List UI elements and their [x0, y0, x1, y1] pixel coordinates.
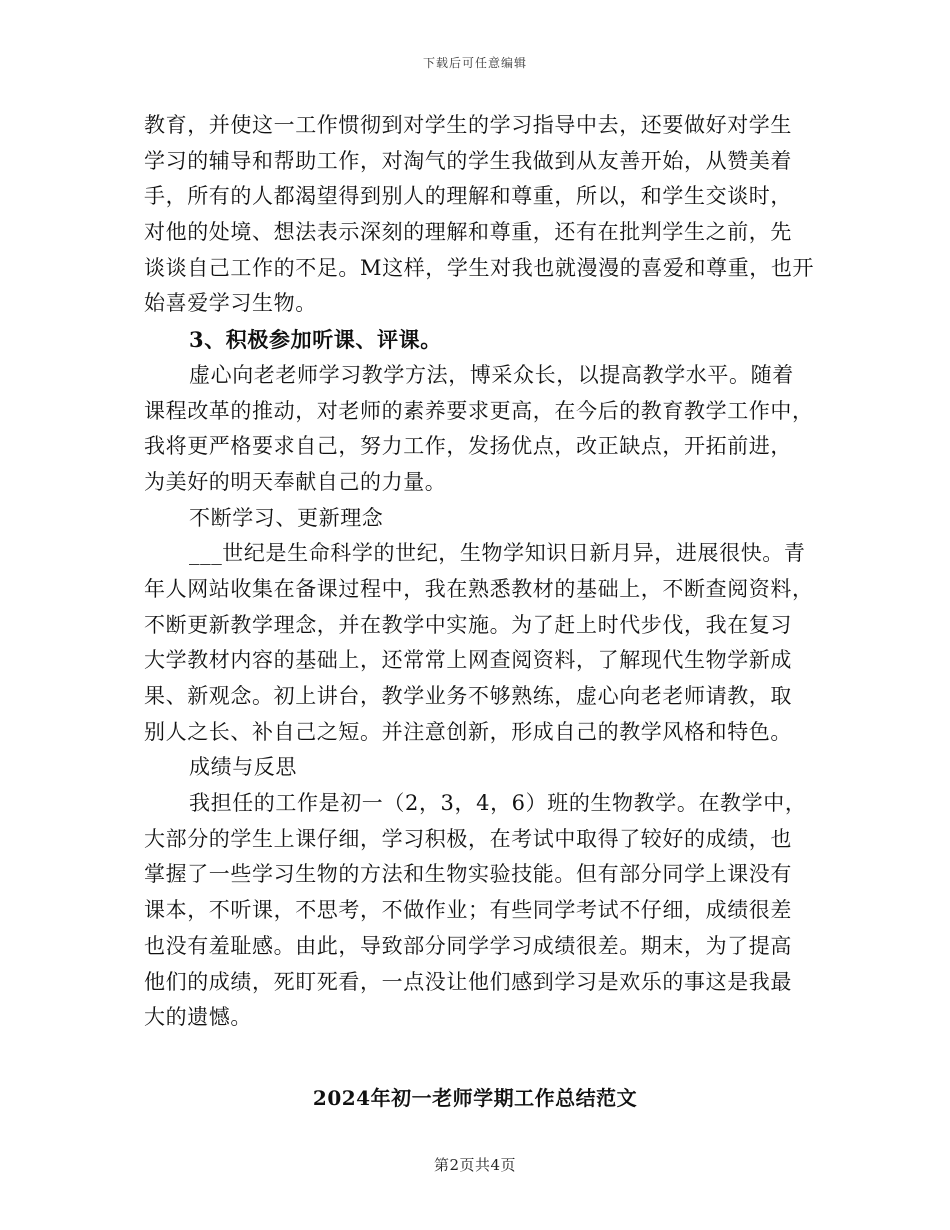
- paragraph-start-line: 虚心向老老师学习教学方法，博采众长，以提高教学水平。随着: [189, 362, 794, 387]
- header-note: 下载后可任意编辑: [422, 56, 527, 70]
- body-line: 大学教材内容的基础上，还常常上网查阅资料，了解现代生物学新成: [144, 648, 792, 673]
- body-line: 大部分的学生上课仔细，学习积极，在考试中取得了较好的成绩，也: [144, 826, 792, 851]
- body-line: 我将更严格要求自己，努力工作，发扬优点，改正缺点，开拓前进，: [144, 434, 792, 459]
- body-line: 别人之长、补自己之短。并注意创新，形成自己的教学风格和特色。: [144, 719, 792, 744]
- body-line: 对他的处境、想法表示深刻的理解和尊重，还有在批判学生之前，先: [144, 220, 792, 245]
- body-line: 不断更新教学理念，并在教学中实施。为了赶上时代步伐，我在复习: [144, 612, 792, 637]
- paragraph-start-line: ___世纪是生命科学的世纪，生物学知识日新月异，进展很快。青: [189, 541, 806, 566]
- subsection-heading: 不断学习、更新理念: [189, 505, 384, 530]
- body-line: 他们的成绩，死盯死看，一点没让他们感到学习是欢乐的事这是我最: [144, 969, 792, 994]
- body-line: 教育，并使这一工作惯彻到对学生的学习指导中去，还要做好对学生: [144, 113, 792, 137]
- body-line: 也没有羞耻感。由此，导致部分同学学习成绩很差。期末，为了提高: [144, 933, 792, 958]
- body-line: 学习的辅导和帮助工作，对淘气的学生我做到从友善开始，从赞美着: [144, 148, 792, 173]
- page-number-footer: 第2页共4页: [433, 1156, 517, 1174]
- body-line: 课本，不听课，不思考，不做作业；有些同学考试不仔细，成绩很差: [144, 898, 792, 923]
- body-line: 为美好的明天奉献自己的力量。: [144, 469, 447, 494]
- body-line: 掌握了一些学习生物的方法和生物实验技能。但有部分同学上课没有: [144, 862, 792, 887]
- body-line: 大的遗憾。: [144, 1005, 252, 1030]
- body-line: 手，所有的人都渴望得到别人的理解和尊重，所以，和学生交谈时，: [144, 184, 792, 209]
- body-line: 年人网站收集在备课过程中，我在熟悉教材的基础上，不断查阅资料，: [144, 576, 814, 601]
- body-line: 始喜爱学习生物。: [144, 291, 317, 316]
- document-body: [144, 108, 815, 1036]
- section-heading: 3、积极参加听课、评课。: [189, 327, 442, 353]
- document-title: 2024年初一老师学期工作总结范文: [312, 1086, 638, 1110]
- paragraph-start-line: 我担任的工作是初一（2，3，4，6）班的生物教学。在教学中，: [189, 791, 807, 816]
- body-line: 谈谈自己工作的不足。M这样，学生对我也就漫漫的喜爱和尊重，也开: [144, 255, 815, 280]
- body-line: 课程改革的推动，对老师的素养要求更高，在今后的教育教学工作中，: [144, 398, 814, 423]
- subsection-heading: 成绩与反思: [189, 755, 297, 780]
- body-line: 果、新观念。初上讲台，教学业务不够熟练，虚心向老老师请教，取: [144, 684, 792, 708]
